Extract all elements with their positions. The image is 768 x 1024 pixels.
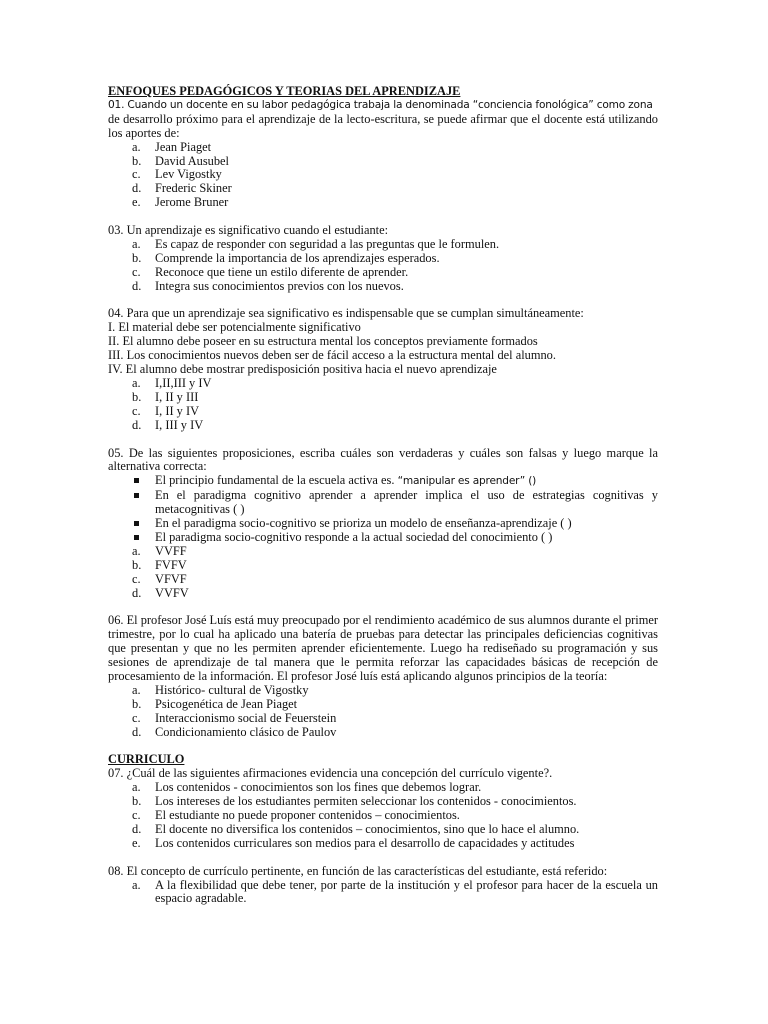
- option-item: [108, 684, 658, 698]
- question-05-stem: 05. De las siguientes proposiciones, escriba cuáles son verdaderas y cuáles son falsas y luego marque la alternativa correcta:: [108, 445, 658, 474]
- option-item: [108, 781, 658, 795]
- option-marker: c.: [132, 264, 141, 279]
- option-text: Comprende la importancia de los aprendizajes esperados.: [155, 250, 440, 265]
- proposition-handwritten-text: “manipular es aprender” (): [397, 475, 537, 488]
- square-bullet-icon: [134, 521, 139, 526]
- option-item: [108, 377, 658, 391]
- option-text: El estudiante no puede proponer contenidos – conocimientos.: [155, 808, 460, 823]
- proposition-item: [108, 517, 658, 531]
- option-marker: c.: [132, 571, 141, 586]
- statement-ii: II. El alumno debe poseer en su estructura mental los conceptos previamente formados: [108, 334, 538, 349]
- option-text: Lev Vigostky: [155, 167, 222, 182]
- option-marker: d.: [132, 585, 142, 600]
- option-text: Jean Piaget: [155, 139, 212, 154]
- option-item: [108, 726, 658, 740]
- question-06-stem: 06. El profesor José Luís está muy preocupado por el rendimiento académico de sus alumnos durante el primer trimestre, por lo cual ha aplicado una batería de pruebas para detectar las principales deficiencias cognitivas que presentan y que no les permiten aprender eficientemente. Luego ha rediseñado su programación y sus sesiones de aprendizaje de tal manera que le permita reforzar las capacidades básicas de recepción de procesamiento de la información. El profesor José luís está aplicando algunos principios de la teoría:: [108, 613, 658, 683]
- option-item: [108, 252, 658, 266]
- option-item: [108, 238, 658, 252]
- option-text: FVFV: [155, 557, 187, 572]
- proposition-text: En el paradigma cognitivo aprender a aprender implica el uso de estrategias cognitivas y metacognitivas ( ): [155, 488, 658, 517]
- question-01-options: [108, 141, 658, 211]
- question-03-stem: 03. Un aprendizaje es significativo cuando el estudiante:: [108, 223, 389, 238]
- option-text: Histórico- cultural de Vigostky: [155, 682, 309, 697]
- option-marker: a.: [132, 236, 141, 251]
- option-marker: a.: [132, 877, 141, 892]
- question-05-propositions: [108, 474, 658, 545]
- option-text: Los contenidos curriculares son medios para el desarrollo de capacidades y actitudes: [155, 835, 575, 850]
- option-text: VVFV: [155, 585, 189, 600]
- spacer: [108, 740, 658, 754]
- question-07-options: [108, 781, 658, 851]
- option-marker: d.: [132, 278, 142, 293]
- option-item: [108, 573, 658, 587]
- option-marker: b.: [132, 250, 142, 265]
- question-08-stem: 08. El concepto de currículo pertinente, en función de las características del estudiante, está referido:: [108, 863, 608, 878]
- option-text: VFVF: [155, 571, 187, 586]
- question-01-first-line: 01. Cuando un docente en su labor pedagógica trabaja la denominada “conciencia fonológica” como zona: [108, 98, 653, 111]
- question-08-options: [108, 879, 658, 907]
- question-07: [108, 767, 658, 850]
- question-04-stem: 04. Para que un aprendizaje sea significativo es indispensable que se cumplan simultáneamente:: [108, 306, 584, 321]
- option-text: Interaccionismo social de Feuerstein: [155, 710, 337, 725]
- option-marker: c.: [132, 167, 141, 182]
- option-item: [108, 155, 658, 169]
- proposition-text: El paradigma socio-cognitivo responde a la actual sociedad del conocimiento ( ): [155, 529, 553, 544]
- option-item: [108, 405, 658, 419]
- spacer: [108, 294, 658, 308]
- question-01: [108, 99, 658, 210]
- statement-iii: III. Los conocimientos nuevos deben ser de fácil acceso a la estructura mental del alumno.: [108, 348, 556, 363]
- question-06: [108, 614, 658, 739]
- option-text: I, II y III: [155, 389, 199, 404]
- option-item: [108, 182, 658, 196]
- option-text: David Ausubel: [155, 153, 229, 168]
- option-text: Jerome Bruner: [155, 195, 229, 210]
- question-07-stem: 07. ¿Cuál de las siguientes afirmaciones evidencia una concepción del currículo vigente?.: [108, 766, 553, 781]
- option-item: [108, 391, 658, 405]
- option-item: [108, 795, 658, 809]
- option-item: [108, 698, 658, 712]
- square-bullet-icon: [134, 478, 139, 483]
- option-marker: c.: [132, 808, 141, 823]
- statement-i: I. El material debe ser potencialmente significativo: [108, 320, 361, 335]
- question-08: [108, 865, 658, 907]
- option-marker: b.: [132, 389, 142, 404]
- square-bullet-icon: [134, 493, 139, 498]
- option-text: VVFF: [155, 543, 187, 558]
- option-marker: d.: [132, 724, 142, 739]
- option-marker: e.: [132, 835, 141, 850]
- option-item: [108, 809, 658, 823]
- option-text: A la flexibilidad que debe tener, por parte de la institución y el profesor para hacer de la escuela un espacio agradable.: [155, 877, 658, 906]
- spacer: [108, 433, 658, 447]
- option-item: [108, 545, 658, 559]
- option-text: Integra sus conocimientos previos con los nuevos.: [155, 278, 404, 293]
- statement-iv: IV. El alumno debe mostrar predisposición positiva hacia el nuevo aprendizaje: [108, 362, 497, 377]
- option-item: [108, 712, 658, 726]
- spacer: [108, 210, 658, 224]
- option-text: Los intereses de los estudiantes permiten seleccionar los contenidos - conocimientos.: [155, 794, 577, 809]
- option-item: [108, 587, 658, 601]
- square-bullet-icon: [134, 535, 139, 540]
- option-text: I, III y IV: [155, 417, 204, 432]
- option-marker: a.: [132, 682, 141, 697]
- option-marker: a.: [132, 139, 141, 154]
- option-item: [108, 879, 658, 907]
- option-item: [108, 280, 658, 294]
- option-marker: b.: [132, 557, 142, 572]
- option-item: [108, 823, 658, 837]
- option-text: I,II,III y IV: [155, 376, 212, 390]
- option-text: El docente no diversifica los contenidos – conocimientos, sino que lo hace el alumno.: [155, 821, 580, 836]
- option-item: [108, 196, 658, 210]
- question-06-options: [108, 684, 658, 740]
- option-marker: a.: [132, 780, 141, 795]
- option-marker: c.: [132, 403, 141, 418]
- spacer: [108, 851, 658, 865]
- question-04: [108, 307, 658, 432]
- section-title-enfoques: ENFOQUES PEDAGÓGICOS Y TEORIAS DEL APRENDIZAJE: [108, 84, 461, 98]
- proposition-text: El principio fundamental de la escuela activa es.: [155, 473, 398, 488]
- option-marker: c.: [132, 710, 141, 725]
- proposition-item: [108, 474, 658, 489]
- option-marker: b.: [132, 794, 142, 809]
- question-05-options: [108, 545, 658, 601]
- option-marker: d.: [132, 181, 142, 196]
- option-item: [108, 168, 658, 182]
- option-item: [108, 837, 658, 851]
- section-title-curriculo: CURRICULO: [108, 752, 185, 767]
- option-text: Los contenidos - conocimientos son los fines que debemos lograr.: [155, 780, 482, 795]
- option-marker: a.: [132, 376, 141, 390]
- question-05: [108, 447, 658, 601]
- question-04-options: [108, 377, 658, 433]
- question-03: [108, 224, 658, 294]
- proposition-item: [108, 531, 658, 545]
- option-text: Es capaz de responder con seguridad a las preguntas que le formulen.: [155, 236, 500, 251]
- proposition-text: En el paradigma socio-cognitivo se prioriza un modelo de enseñanza-aprendizaje ( ): [155, 516, 572, 531]
- proposition-item: [108, 489, 658, 517]
- option-item: [108, 266, 658, 280]
- option-marker: b.: [132, 696, 142, 711]
- option-marker: a.: [132, 543, 141, 558]
- spacer: [108, 600, 658, 614]
- option-marker: d.: [132, 821, 142, 836]
- option-text: Condicionamiento clásico de Paulov: [155, 724, 337, 739]
- option-text: Reconoce que tiene un estilo diferente de aprender.: [155, 264, 409, 279]
- option-text: I, II y IV: [155, 403, 200, 418]
- question-01-stem: de desarrollo próximo para el aprendizaje de la lecto-escritura, se puede afirmar que el docente está utilizando los aportes de:: [108, 111, 658, 140]
- option-marker: e.: [132, 195, 141, 210]
- option-item: [108, 419, 658, 433]
- question-03-options: [108, 238, 658, 294]
- option-marker: b.: [132, 153, 142, 168]
- option-item: [108, 141, 658, 155]
- option-text: Psicogenética de Jean Piaget: [155, 696, 298, 711]
- option-marker: d.: [132, 417, 142, 432]
- option-text: Frederic Skiner: [155, 181, 232, 196]
- exam-content: [108, 85, 658, 906]
- option-item: [108, 559, 658, 573]
